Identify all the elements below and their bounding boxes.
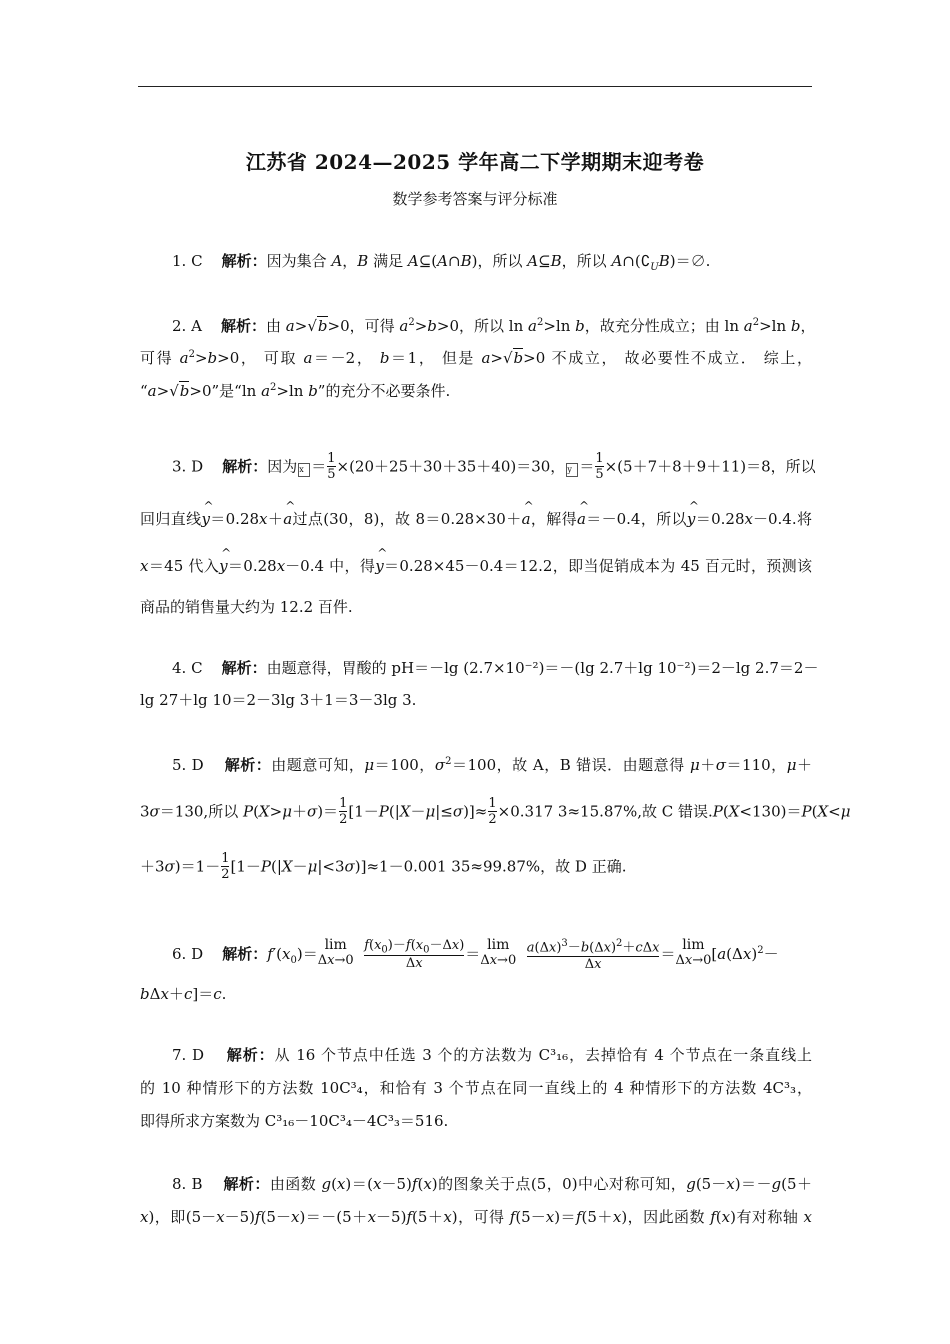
answer-2-line-1: 2. A 解析：由 a>√b>0，可得 $a^2>b>0$，所以 $\ln a^2>\ln$ b，故充分性成立；由 $\ln a^2>\ln$ b， bbox=[172, 317, 816, 335]
answer-3-line-2: 回归直线^ y＝0.28x＋^ a过点(30，8)，故 8＝0.28×30＋^ a，解得^ a＝－0.4，所以^ y＝0.28x－0.4.将 bbox=[140, 509, 812, 529]
answer-4-line-2: lg 27＋lg 10＝2－3lg 3＋1＝3－3lg 3. bbox=[140, 691, 417, 709]
answer-7-line-2: 的 10 种情形下的方法数 10C³₄，和恰有 3 个节点在同一直线上的 4 种情形下的方法数 4C³₃， bbox=[140, 1079, 812, 1097]
answer-5-number: 5. D bbox=[172, 756, 204, 774]
answer-2-line-3: “a>√b>0”是“ln $a^2>\ln$ b”的充分不必要条件. bbox=[140, 382, 451, 400]
answer-1-label: 解析： bbox=[221, 252, 267, 270]
fraction: $\frac{1}{5}$ bbox=[327, 451, 336, 483]
limit: lim Δx→0 bbox=[317, 937, 354, 968]
fraction: $\frac{1}{2}$ bbox=[488, 796, 497, 828]
fraction: $\frac{1}{5}$ bbox=[595, 451, 604, 483]
answer-8-number: 8. B bbox=[172, 1175, 203, 1193]
answer-4-line-1 bbox=[172, 658, 819, 678]
answer-5-line-1: 5. D 解析：由题意可知，μ＝100，$\sigma^2=100$，故 A，B 错误．由题意得 μ＋σ＝110，μ＋ bbox=[172, 756, 812, 774]
answer-7-line-3: 即得所求方案数为 C³₁₆－10C³₄－4C³₃＝516. bbox=[140, 1112, 449, 1130]
placeholder-glyph: y bbox=[566, 463, 578, 477]
fraction: $\frac{1}{2}$ bbox=[339, 796, 348, 828]
answer-3-line-3: x＝45 代入^ y＝0.28x－0.4 中，得^ y＝0.28×45－0.4＝12.2，即当促销成本为 45 百元时，预测该 bbox=[140, 556, 812, 576]
answer-5-line-3: ＋3σ)＝1－ $\frac{1}{2}$ [1－P(|X－μ|<3σ)]≈1－0.001 35≈99.87%，故 D 正确. bbox=[140, 851, 627, 883]
answer-8-line-2: x)，即(5－x－5)f(5－x)＝－(5＋x－5)f(5＋x)，可得 f(5－x)＝f(5＋x)，因此函数 f(x)有对称轴 x bbox=[140, 1208, 813, 1226]
answer-6-number: 6. D bbox=[172, 944, 204, 963]
answer-6-label: 解析： bbox=[222, 944, 268, 963]
answer-6-line-1: 6. D 解析：$f'(x_0)= \lim$ Δx→0 $\frac{f(x_0)-f(x_0-\Delta x)}{\Delta x}$ ＝ lim Δx→0 $\frac{a(\Delta x)^3-b(\Delta x)^2+c\Delta x}{\Delta x}$ ＝ lim Δx→0 [$a(\Delta x)^2-$ bbox=[172, 937, 779, 972]
answer-5-label: 解析： bbox=[224, 756, 272, 774]
answer-1-line-1: 1. C 解析：因为集合 A，B 满足 A⊆(A∩B)，所以 A⊆B，所以 $A\cap(∁_UB)=\emptyset$. bbox=[172, 252, 711, 273]
answer-1-number: 1. C bbox=[172, 252, 203, 270]
top-rule bbox=[138, 86, 812, 87]
answer-7-number: 7. D bbox=[172, 1046, 205, 1064]
answer-7-label: 解析： bbox=[226, 1046, 275, 1064]
answer-7-text-1: 从 16 个节点中任选 3 个的方法数为 C³₁₆，去掉恰有 4 个节点在一条直线上 bbox=[274, 1046, 812, 1064]
answer-2-line-2: 可得 $a^2>b>0$， 可取 a＝－2， b＝1， 但是 a>√b>0 不成立， 故必要性不成立． 综上， bbox=[140, 349, 812, 367]
fraction: $\frac{1}{2}$ bbox=[221, 851, 230, 883]
answer-7-line-1 bbox=[172, 1045, 812, 1065]
page-title: 江苏省 2024—2025 学年高二下学期期末迎考卷 bbox=[245, 150, 705, 174]
answer-4-text-1: 由题意得，胃酸的 pH＝－lg (2.7×10⁻²)＝－(lg 2.7＋lg 10⁻²)＝2－lg 2.7＝2－ bbox=[266, 659, 819, 677]
page-subtitle: 数学参考答案与评分标准 bbox=[392, 190, 558, 208]
placeholder-glyph: x bbox=[298, 463, 310, 477]
answer-2-number: 2. A bbox=[172, 317, 202, 335]
answer-4-number: 4. C bbox=[172, 659, 203, 677]
answer-6-line-2: bΔx＋c]＝c. bbox=[140, 985, 227, 1003]
answer-3-line-1: 3. D 解析：因为 x ＝ $\frac{1}{5}$ ×(20＋25＋30＋35＋40)＝30， y ＝ $\frac{1}{5}$ ×(5＋7＋8＋9＋11)＝8，所以 bbox=[172, 451, 816, 483]
answer-5-line-2: 3σ＝130,所以 P(X>μ＋σ)＝ $\frac{1}{2}$ [1－P(|X－μ|≤σ)]≈ $\frac{1}{2}$ ×0.317 3≈15.87%,故 C 错误.P(X<130)＝P(X<μ bbox=[140, 796, 851, 828]
answer-3-label: 解析： bbox=[222, 457, 268, 476]
answer-3-number: 3. D bbox=[172, 457, 204, 476]
fraction: $\frac{f(x_0)-f(x_0-\Delta x)}{\Delta x}$ bbox=[364, 937, 465, 972]
limit: lim Δx→0 bbox=[480, 937, 517, 968]
limit: lim Δx→0 bbox=[675, 937, 712, 968]
answer-8-line-1: 8. B 解析：由函数 g(x)＝(x－5)f(x)的图象关于点(5，0)中心对称可知，g(5－x)＝－g(5＋ bbox=[172, 1175, 812, 1193]
answer-2-label: 解析： bbox=[221, 317, 267, 335]
answer-4-label: 解析： bbox=[221, 659, 267, 677]
answer-3-line-4: 商品的销售量大约为 12.2 百件. bbox=[140, 598, 353, 616]
answer-8-label: 解析： bbox=[223, 1175, 270, 1193]
fraction: $\frac{a(\Delta x)^3-b(\Delta x)^2+c\Delta x}{\Delta x}$ bbox=[526, 938, 660, 972]
